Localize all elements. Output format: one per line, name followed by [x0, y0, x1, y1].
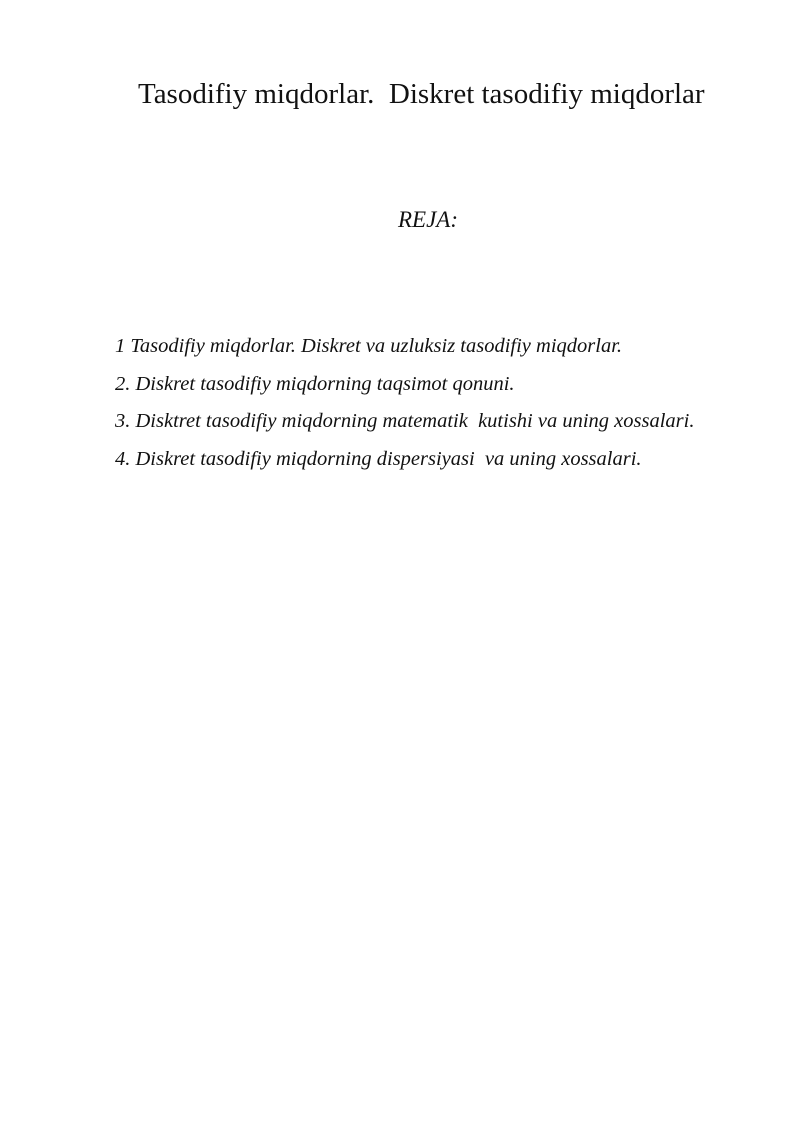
plan-item-1: 1 Tasodifiy miqdorlar. Diskret va uzluksiz tasodifiy miqdorlar.	[115, 335, 623, 357]
plan-item-2: 2. Diskret tasodifiy miqdorning taqsimot qonuni.	[115, 372, 515, 395]
page-title: Tasodifiy miqdorlar. Diskret tasodifiy miqdorlar	[138, 78, 705, 110]
plan-heading: REJA:	[397, 207, 458, 232]
plan-item-4: 4. Diskret tasodifiy miqdorning dispersiyasi va uning xossalari.	[115, 447, 642, 470]
plan-item-3: 3. Disktret tasodifiy miqdorning matematik kutishi va uning xossalari.	[115, 410, 695, 432]
plan-list	[115, 328, 694, 478]
